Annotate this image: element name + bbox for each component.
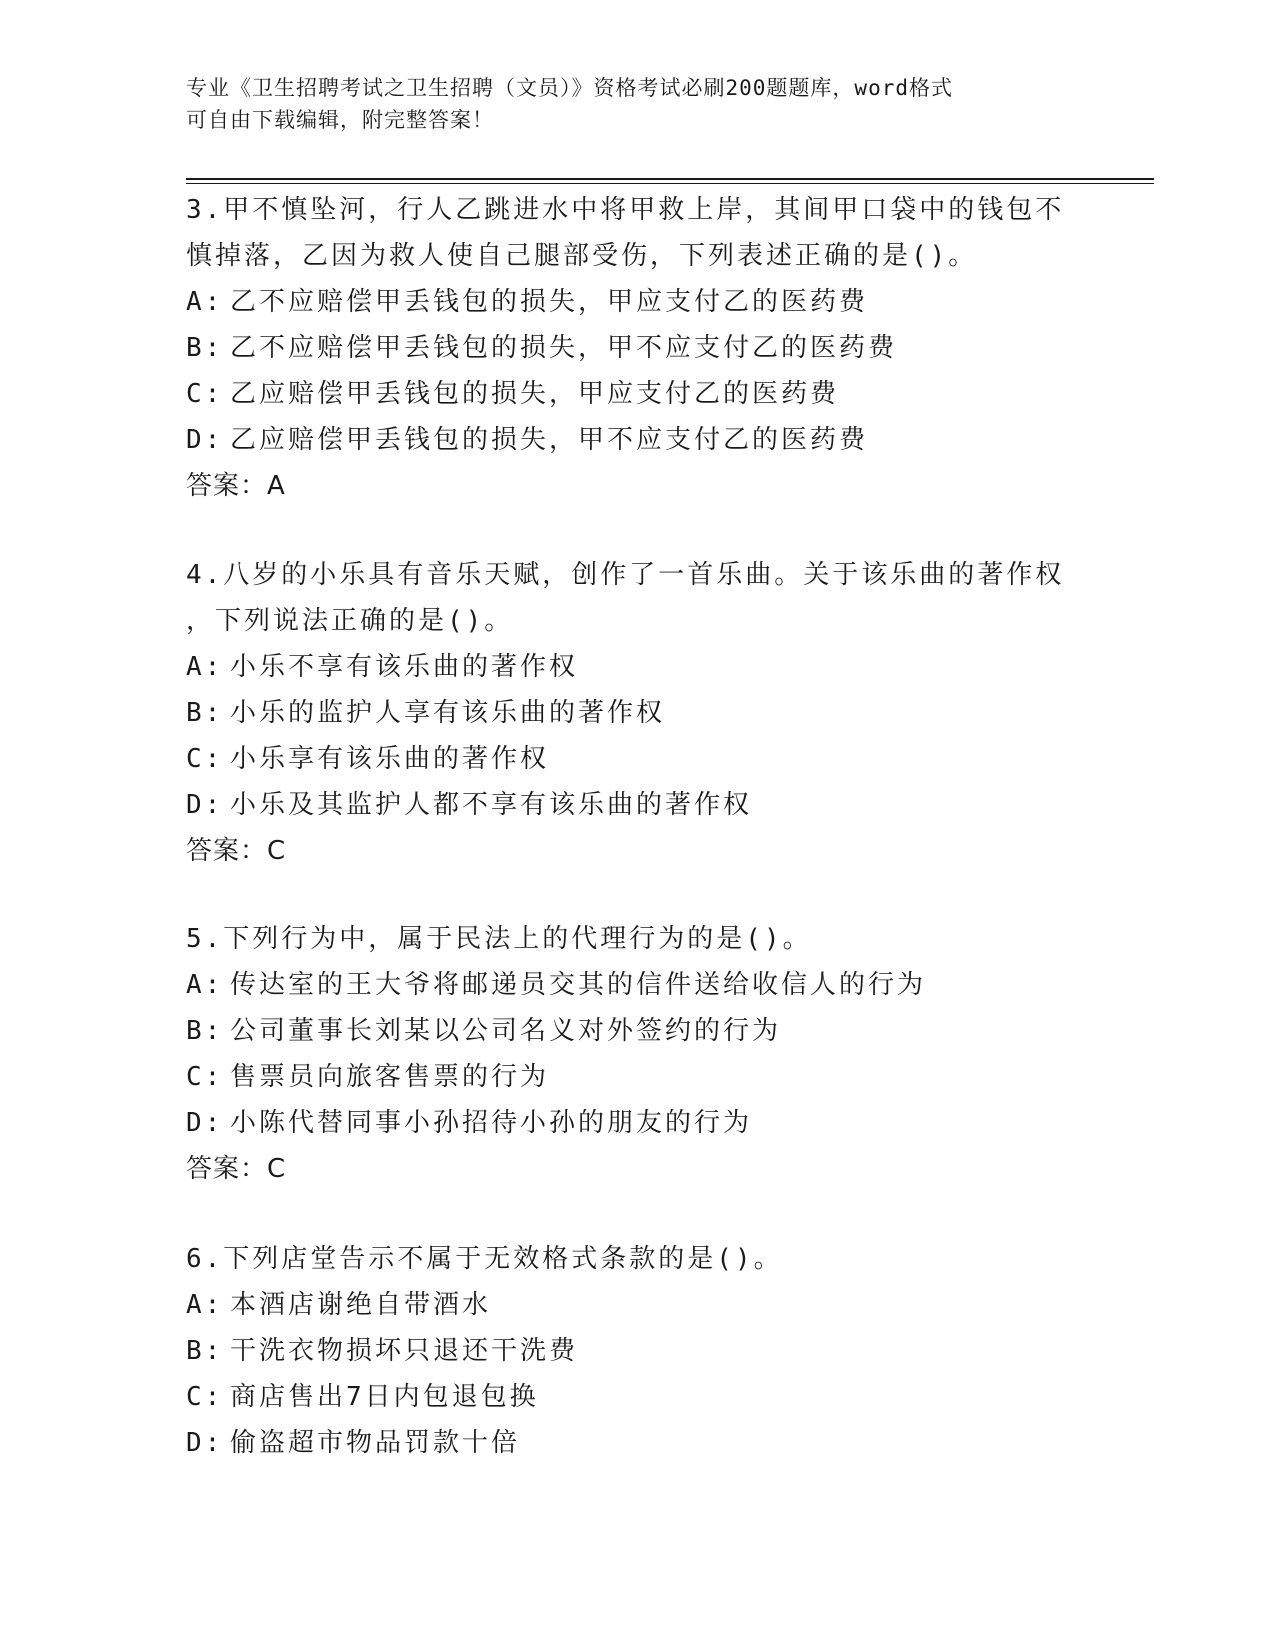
option-letter: C:: [186, 1382, 224, 1412]
header-title-line-2: 可自由下载编辑，附完整答案！: [186, 108, 494, 132]
option-d: [186, 417, 1086, 463]
option-letter: C:: [186, 744, 224, 774]
question-stem-line: 6.下列店堂告示不属于无效格式条款的是()。: [186, 1244, 783, 1274]
option-text: 公司董事长刘某以公司名义对外签约的行为: [230, 1016, 782, 1046]
option-c: [186, 736, 1086, 782]
option-a: [186, 279, 1086, 325]
question-stem-line: ，下列说法正确的是()。: [186, 606, 514, 636]
option-a: [186, 644, 1086, 690]
option-c: [186, 1054, 1086, 1100]
answer-line: 答案：C: [186, 836, 287, 866]
question-stem-line: 4.八岁的小乐具有音乐天赋，创作了一首乐曲。关于该乐曲的著作权: [186, 560, 1065, 590]
option-b: [186, 1008, 1086, 1054]
option-letter: A:: [186, 287, 224, 317]
option-d: [186, 782, 1086, 828]
option-letter: D:: [186, 790, 224, 820]
option-text: 乙不应赔偿甲丢钱包的损失，甲不应支付乙的医药费: [230, 333, 898, 363]
option-d: [186, 1100, 1086, 1146]
option-b: [186, 325, 1086, 371]
option-b: [186, 690, 1086, 736]
option-a: [186, 1282, 1086, 1328]
option-letter: B:: [186, 698, 224, 728]
question-5: [186, 916, 1086, 1192]
option-text: 商店售出7日内包退包换: [230, 1382, 539, 1412]
option-letter: C:: [186, 379, 224, 409]
option-a: [186, 962, 1086, 1008]
option-text: 乙应赔偿甲丢钱包的损失，甲应支付乙的医药费: [230, 379, 840, 409]
header-divider-thick: [186, 178, 1154, 180]
option-text: 小乐及其监护人都不享有该乐曲的著作权: [230, 790, 753, 820]
question-6: [186, 1236, 1086, 1466]
header-title-line-1: 专业《卫生招聘考试之卫生招聘（文员）》资格考试必刷200题题库，word格式: [186, 76, 953, 100]
option-text: 小乐的监护人享有该乐曲的著作权: [230, 698, 666, 728]
option-text: 偷盗超市物品罚款十倍: [230, 1428, 521, 1458]
option-text: 小乐不享有该乐曲的著作权: [230, 652, 579, 682]
answer-line: 答案：C: [186, 1154, 287, 1184]
option-text: 本酒店谢绝自带酒水: [230, 1290, 492, 1320]
option-letter: A:: [186, 970, 224, 1000]
option-d: [186, 1420, 1086, 1466]
option-text: 乙不应赔偿甲丢钱包的损失，甲应支付乙的医药费: [230, 287, 869, 317]
option-text: 售票员向旅客售票的行为: [230, 1062, 550, 1092]
question-stem-line: 3.甲不慎坠河，行人乙跳进水中将甲救上岸，其间甲口袋中的钱包不: [186, 195, 1065, 225]
question-4: [186, 552, 1086, 874]
question-stem-line: 慎掉落，乙因为救人使自己腿部受伤，下列表述正确的是()。: [186, 241, 978, 271]
option-letter: B:: [186, 333, 224, 363]
option-letter: D:: [186, 1428, 224, 1458]
document-header: [186, 72, 1086, 136]
option-text: 乙应赔偿甲丢钱包的损失，甲不应支付乙的医药费: [230, 425, 869, 455]
answer-line: 答案：A: [186, 471, 286, 501]
option-b: [186, 1328, 1086, 1374]
option-letter: C:: [186, 1062, 224, 1092]
question-3: [186, 187, 1086, 509]
option-text: 小陈代替同事小孙招待小孙的朋友的行为: [230, 1108, 753, 1138]
option-text: 干洗衣物损坏只退还干洗费: [230, 1336, 579, 1366]
question-stem-line: 5.下列行为中，属于民法上的代理行为的是()。: [186, 924, 812, 954]
option-letter: D:: [186, 1108, 224, 1138]
option-text: 小乐享有该乐曲的著作权: [230, 744, 550, 774]
option-letter: A:: [186, 652, 224, 682]
option-letter: A:: [186, 1290, 224, 1320]
option-letter: B:: [186, 1016, 224, 1046]
header-divider-thin: [186, 183, 1154, 184]
option-text: 传达室的王大爷将邮递员交其的信件送给收信人的行为: [230, 970, 927, 1000]
option-letter: B:: [186, 1336, 224, 1366]
option-letter: D:: [186, 425, 224, 455]
option-c: [186, 1374, 1086, 1420]
option-c: [186, 371, 1086, 417]
